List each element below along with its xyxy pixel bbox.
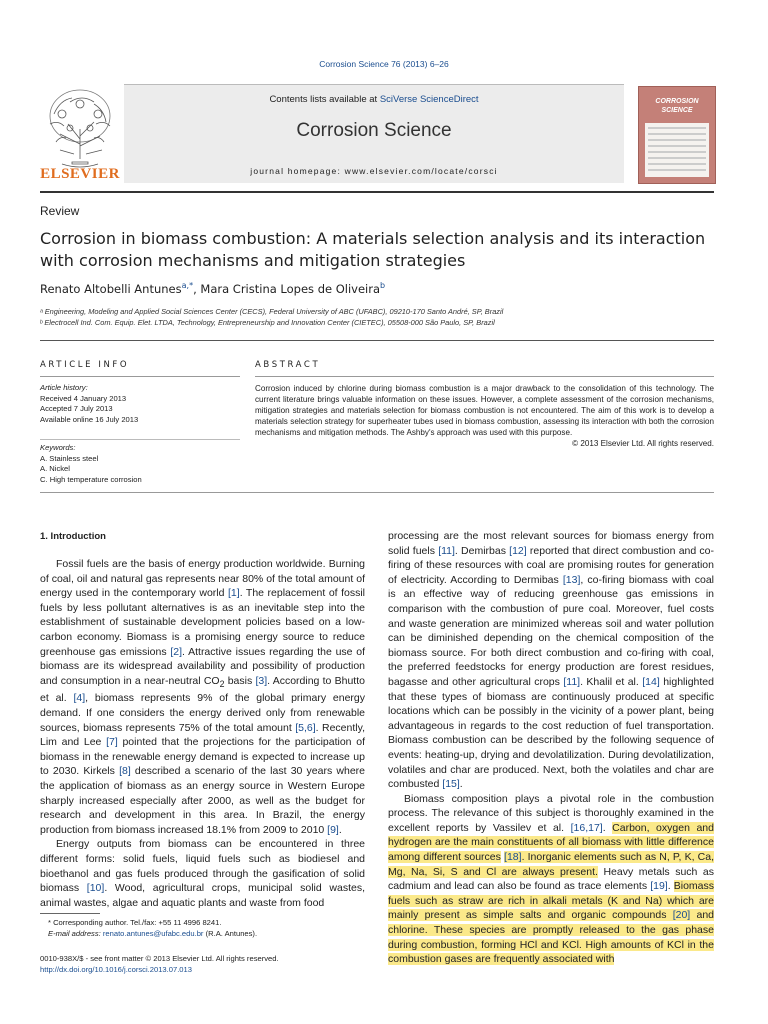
title-rule	[40, 340, 714, 341]
abstract-copyright: © 2013 Elsevier Ltd. All rights reserved.	[572, 439, 714, 448]
keyword-item: A. Stainless steel	[40, 453, 99, 463]
citation-link[interactable]: [15]	[442, 778, 460, 791]
article-title: Corrosion in biomass combustion: A materials selection analysis and its interaction with corrosion mechanisms and mitigation strategies	[40, 229, 706, 270]
citation-link[interactable]: [1]	[228, 587, 240, 600]
affiliation-b: ᵇ Electrocell Ind. Com. Equip. Elet. LTDA, Technology, Entrepreneurship and Innovation Center (CIETEC), 05508-000 São Paulo, SP, Brazil	[40, 318, 495, 327]
keywords	[40, 443, 240, 485]
elsevier-wordmark: ELSEVIER	[40, 166, 120, 182]
received-date: Received 4 January 2013	[40, 393, 127, 403]
keyword-item: A. Nickel	[40, 464, 70, 473]
text: . According to Bhutto et al.	[40, 674, 365, 705]
cover-contents	[645, 123, 709, 177]
abstract-text: Corrosion induced by chlorine during biomass combustion is a major drawback to the consolidation of this technology. The current literature brings valuable information on these issues. However, a complete assessment of the corrosion mechanisms, mitigation strategies and materials selection for biomass combustion is not encountered. The aim of this work is to develop a materials selection strategy for superheater tubes used in biomass combustion, assessing its interaction with both the corrosion mechanisms and mitigation methods. The Ashby's approach was used with this purpose.	[255, 384, 714, 437]
paragraph	[40, 837, 365, 910]
text: .	[667, 880, 674, 893]
citation-link[interactable]: [7]	[106, 736, 118, 749]
doi-link[interactable]: http://dx.doi.org/10.1016/j.corsci.2013.07.013	[40, 965, 192, 974]
text: Biomass composition plays a pivotal role in the combustion process. The relevance of this subject is thoroughly examined in the excellent reports by Vassilev et al.	[388, 792, 714, 834]
text: Heavy metals such as cadmium and lead can also be found as trace elements	[388, 865, 714, 893]
text: . Attractive issues regarding the use of biomass are its widespread availability and possibility of production and consumption in a near-neutral CO	[40, 645, 366, 687]
article-history	[40, 383, 240, 425]
highlighted-text[interactable]: Biomass fuels such as straw are rich in alkali metals (K and Na) which are mainly present as simple salts and organic compounds	[388, 880, 714, 922]
highlighted-text[interactable]: .	[521, 851, 528, 864]
text: reported that direct combustion and co-firing of these resources with coal are promising routes for generation of electricity. According to Dermibas	[388, 544, 714, 586]
article-info-rule	[40, 376, 240, 377]
section-heading: 1. Introduction	[40, 531, 106, 542]
email-suffix: (R.A. Antunes).	[203, 929, 258, 938]
contents-prefix: Contents lists available at	[269, 94, 380, 105]
highlighted-text[interactable]: Inorganic elements such as N, P, K, Ca, Mg, Na, Si, S and Cl are always present.	[388, 851, 714, 878]
citation-link[interactable]: [13]	[562, 573, 581, 586]
citation-link[interactable]: [12]	[509, 544, 527, 557]
paragraph	[388, 792, 714, 967]
corresponding-author: * Corresponding author. Tel./fax: +55 11 4996 8241.	[48, 918, 222, 927]
paragraph	[388, 529, 714, 792]
article-type: Review	[40, 204, 80, 218]
citation-link[interactable]: [18]	[504, 851, 522, 864]
citation-link[interactable]: [4]	[73, 692, 86, 705]
issn-line: 0010-938X/$ - see front matter © 2013 Elsevier Ltd. All rights reserved.	[40, 954, 279, 963]
history-label: Article history:	[40, 383, 88, 392]
article-info-heading: ARTICLE INFO	[40, 360, 130, 370]
text: pointed that the projections for the participation of biomass in the renewable energy demand is expected to increase up to 2030. Kirkels	[40, 736, 365, 778]
journal-homepage[interactable]: journal homepage: www.elsevier.com/locate/corsci	[250, 166, 498, 176]
text: . Wood, agricultural crops, municipal solid wastes, animal wastes, algae and aquatic plants and waste from food	[40, 882, 366, 909]
footnote-rule	[40, 913, 100, 914]
text: , biomass represents 9% of the global primary energy demand. If one considers the energy derived only from renewable sources, biomass represents 75% of the total amount	[40, 692, 365, 734]
abstract-rule	[255, 376, 714, 377]
journal-cover-thumbnail[interactable]	[638, 86, 716, 184]
online-date: Available online 16 July 2013	[40, 414, 139, 424]
citation-link[interactable]: [16,17]	[570, 821, 603, 834]
body-column-right	[388, 529, 714, 967]
text: basis	[224, 674, 256, 687]
abstract-body	[255, 383, 714, 449]
author-2: Mara Cristina Lopes de Oliveira	[200, 281, 381, 296]
citation-link[interactable]: [8]	[119, 765, 131, 778]
journal-reference-link[interactable]: Corrosion Science 76 (2013) 6–26	[319, 59, 449, 69]
citation-link[interactable]: [3]	[255, 674, 268, 687]
journal-name: Corrosion Science	[296, 120, 452, 141]
author-separator: ,	[193, 281, 201, 296]
text: , co-firing biomass with coal is an effective way of reducing greenhouse gas emissions in comparison with the combustion of pure coal. Moreover, fuel costs and waste generation are minimized whereas soil and water pollution can be diminished depending on the chemical composition of the biomass source. For both direct combustion and co-firing with coal, the preferred feedstocks for energy production are forest residues, bagasse and other agricultural crops	[388, 573, 714, 688]
keywords-label: Keywords:	[40, 443, 76, 452]
text: .	[602, 821, 613, 834]
authors-line	[40, 281, 385, 296]
citation-link[interactable]: [11]	[438, 544, 455, 557]
citation-link[interactable]: [14]	[642, 675, 660, 688]
text: Energy outputs from biomass can be encountered in three different forms: solid fuels, liquid fuels such as biodiesel and bioethanol and gas fuels produced through the gasification of solid biomass	[40, 838, 365, 895]
subscript: 2	[219, 678, 225, 689]
text: processing are the most relevant sources for biomass energy from solid fuels	[388, 530, 714, 557]
citation-link[interactable]: [2]	[170, 645, 183, 658]
cover-title: CORROSION SCIENCE	[655, 98, 699, 114]
citation-link[interactable]: [20]	[672, 909, 691, 922]
citation-link[interactable]: [10]	[86, 882, 105, 895]
text: highlighted that these types of biomass are continuously produced at specific locations which can be possibly in the vicinity of a power plant, being advantageous in regards to the cost reduction of fuel transportation. Biomass combustion can be described by the following sequence of events: heating-up, drying and devolatilization. During devolatilization, volatiles and char are produced. Next, both the volatiles and char are combusted	[388, 675, 714, 791]
author-2-affiliation[interactable]: b	[380, 281, 386, 290]
keywords-rule	[40, 439, 240, 440]
page-footer	[40, 953, 440, 975]
text: Fossil fuels are the basis of energy production worldwide. Burning of coal, oil and natural gas represents near 80% of the total amount of energy used in the contemporary world	[40, 558, 365, 600]
citation-link[interactable]: [19]	[650, 880, 668, 893]
affiliation-a: ᵃ Engineering, Modeling and Applied Social Sciences Center (CECS), Federal University of ABC (UFABC), 09210-170 Santo André, SP, Brazil	[40, 307, 504, 316]
text: . Demirbas	[454, 544, 510, 557]
text: . Khalil et al.	[580, 675, 643, 688]
citation-link[interactable]: [5,6]	[295, 721, 316, 734]
header-rule	[40, 191, 714, 193]
email-label: E-mail address:	[48, 929, 103, 938]
citation-link[interactable]: [11]	[563, 675, 581, 688]
keyword-item: C. High temperature corrosion	[40, 474, 142, 484]
abstract-bottom-rule	[40, 492, 714, 493]
text: . The replacement of fossil fuels by less pollutant alternatives is as an inevitable step into the establishment of sustainable development policies based on a low-carbon economy. Biomass is a promising energy source to reduce greenhouse gas emissions	[40, 587, 366, 658]
author-1: Renato Altobelli Antunes	[40, 281, 182, 296]
email-link[interactable]: renato.antunes@ufabc.edu.br	[102, 929, 204, 938]
text: .	[338, 823, 342, 836]
accepted-date: Accepted 7 July 2013	[40, 404, 113, 413]
corresponding-author-footnote	[40, 917, 365, 939]
author-1-affiliation[interactable]: a,*	[181, 281, 194, 290]
abstract-heading: ABSTRACT	[255, 360, 321, 370]
contents-line	[124, 94, 624, 105]
paragraph	[40, 557, 365, 837]
citation-link[interactable]: [9]	[327, 823, 339, 836]
highlighted-text[interactable]: Carbon, oxygen and hydrogen are the main constituents of all biomass with little difference among different sources	[388, 821, 714, 864]
sciencedirect-link[interactable]: SciVerse ScienceDirect	[379, 94, 479, 105]
text: . Recently, Lim and Lee	[40, 721, 365, 749]
highlighted-text[interactable]: and chlorine. These species are promptly released to the gas phase during combustion, forming HCl and KCl. High amounts of KCl in the combustion gases are frequently associated with	[388, 909, 714, 966]
body-column-left	[40, 557, 365, 910]
text: described a scenario of the last 30 years where the application of biomass as an energy source in Western Europe sharply increased especially after 2000, as well as the budget for research and development in this area. In Brazil, the energy production from biomass increased 18.1% from 2009 to 2010	[40, 765, 365, 836]
text: .	[459, 778, 463, 791]
